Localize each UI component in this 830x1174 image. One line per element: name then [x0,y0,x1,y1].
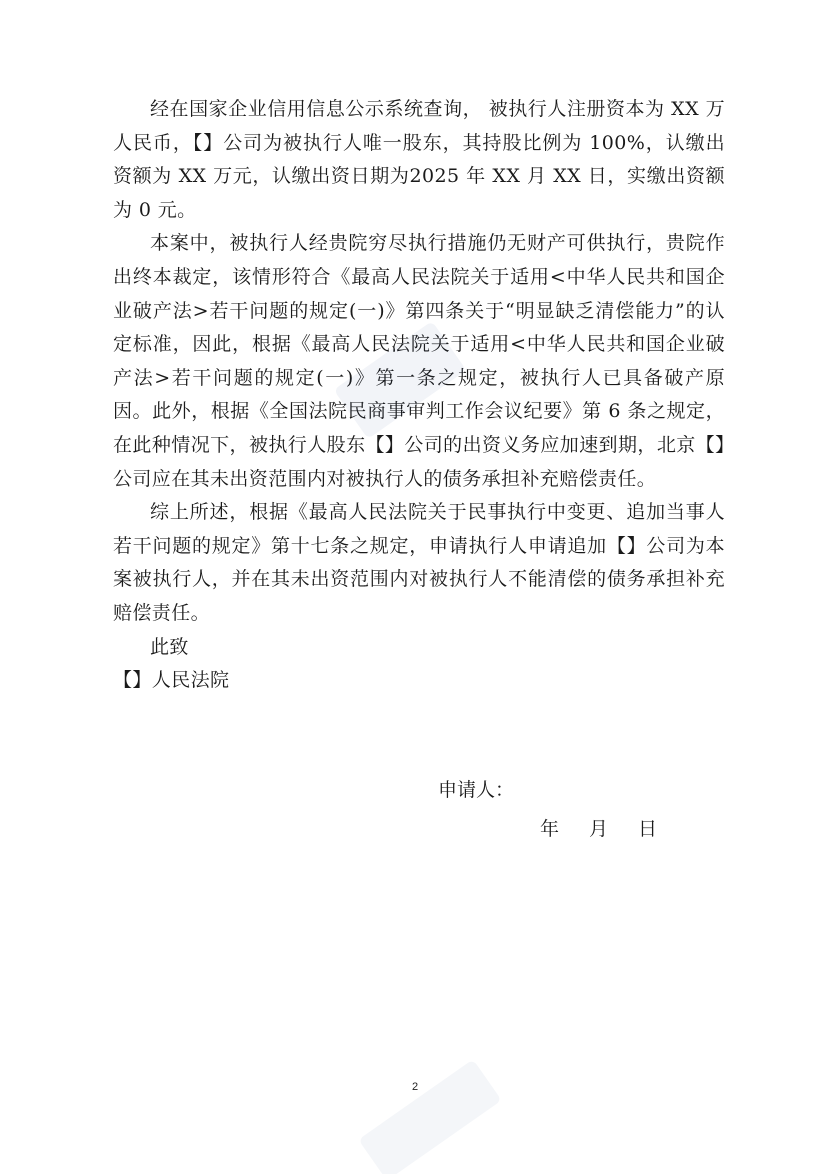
page-number: 2 [411,1081,419,1093]
document-body [113,93,725,698]
court-name: 【】人民法院 [113,669,230,692]
closing-salutation: 此致 [150,635,189,658]
date-day-label: 日 [638,818,658,840]
date-line [540,815,657,843]
paragraph-bankruptcy-reasoning: 本案中，被执行人经贵院穷尽执行措施仍无财产可供执行，贵院作出终本裁定，该情形符合《最高人民法院关于适用<中华人民共和国企业破产法>若干问题的规定(一)》第四条关于“明显缺乏清偿能力”的认定标准，因此，根据《最高人民法院关于适用<中华人民共和国企业破产法>若干问题的规定(一)》第一条之规定，被执行人已具备破产原因。此外，根据《全国法院民商事审判工作会议纪要》第 6 条之规定，在此种情况下，被执行人股东【】公司的出资义务应加速到期，北京【】公司应在其未出资范围内对被执行人的债务承担补充赔偿责任。 [113,232,725,490]
date-year-label: 年 [540,818,560,840]
date-month-label: 月 [589,818,609,840]
paragraph-conclusion: 综上所述，根据《最高人民法院关于民事执行中变更、追加当事人若干问题的规定》第十七条之规定，申请执行人申请追加【】公司为本案被执行人，并在其未出资范围内对被执行人不能清偿的债务承担补充赔偿责任。 [113,501,725,624]
applicant-signature-label: 申请人： [438,779,515,801]
paragraph-registration-info: 经在国家企业信用信息公示系统查询， 被执行人注册资本为 XX 万人民币，【】公司为被执行人唯一股东，其持股比例为 100%，认缴出资额为 XX 万元，认缴出资日期为2025 年 XX 月 XX 日，实缴出资额为 0 元。 [113,98,725,221]
